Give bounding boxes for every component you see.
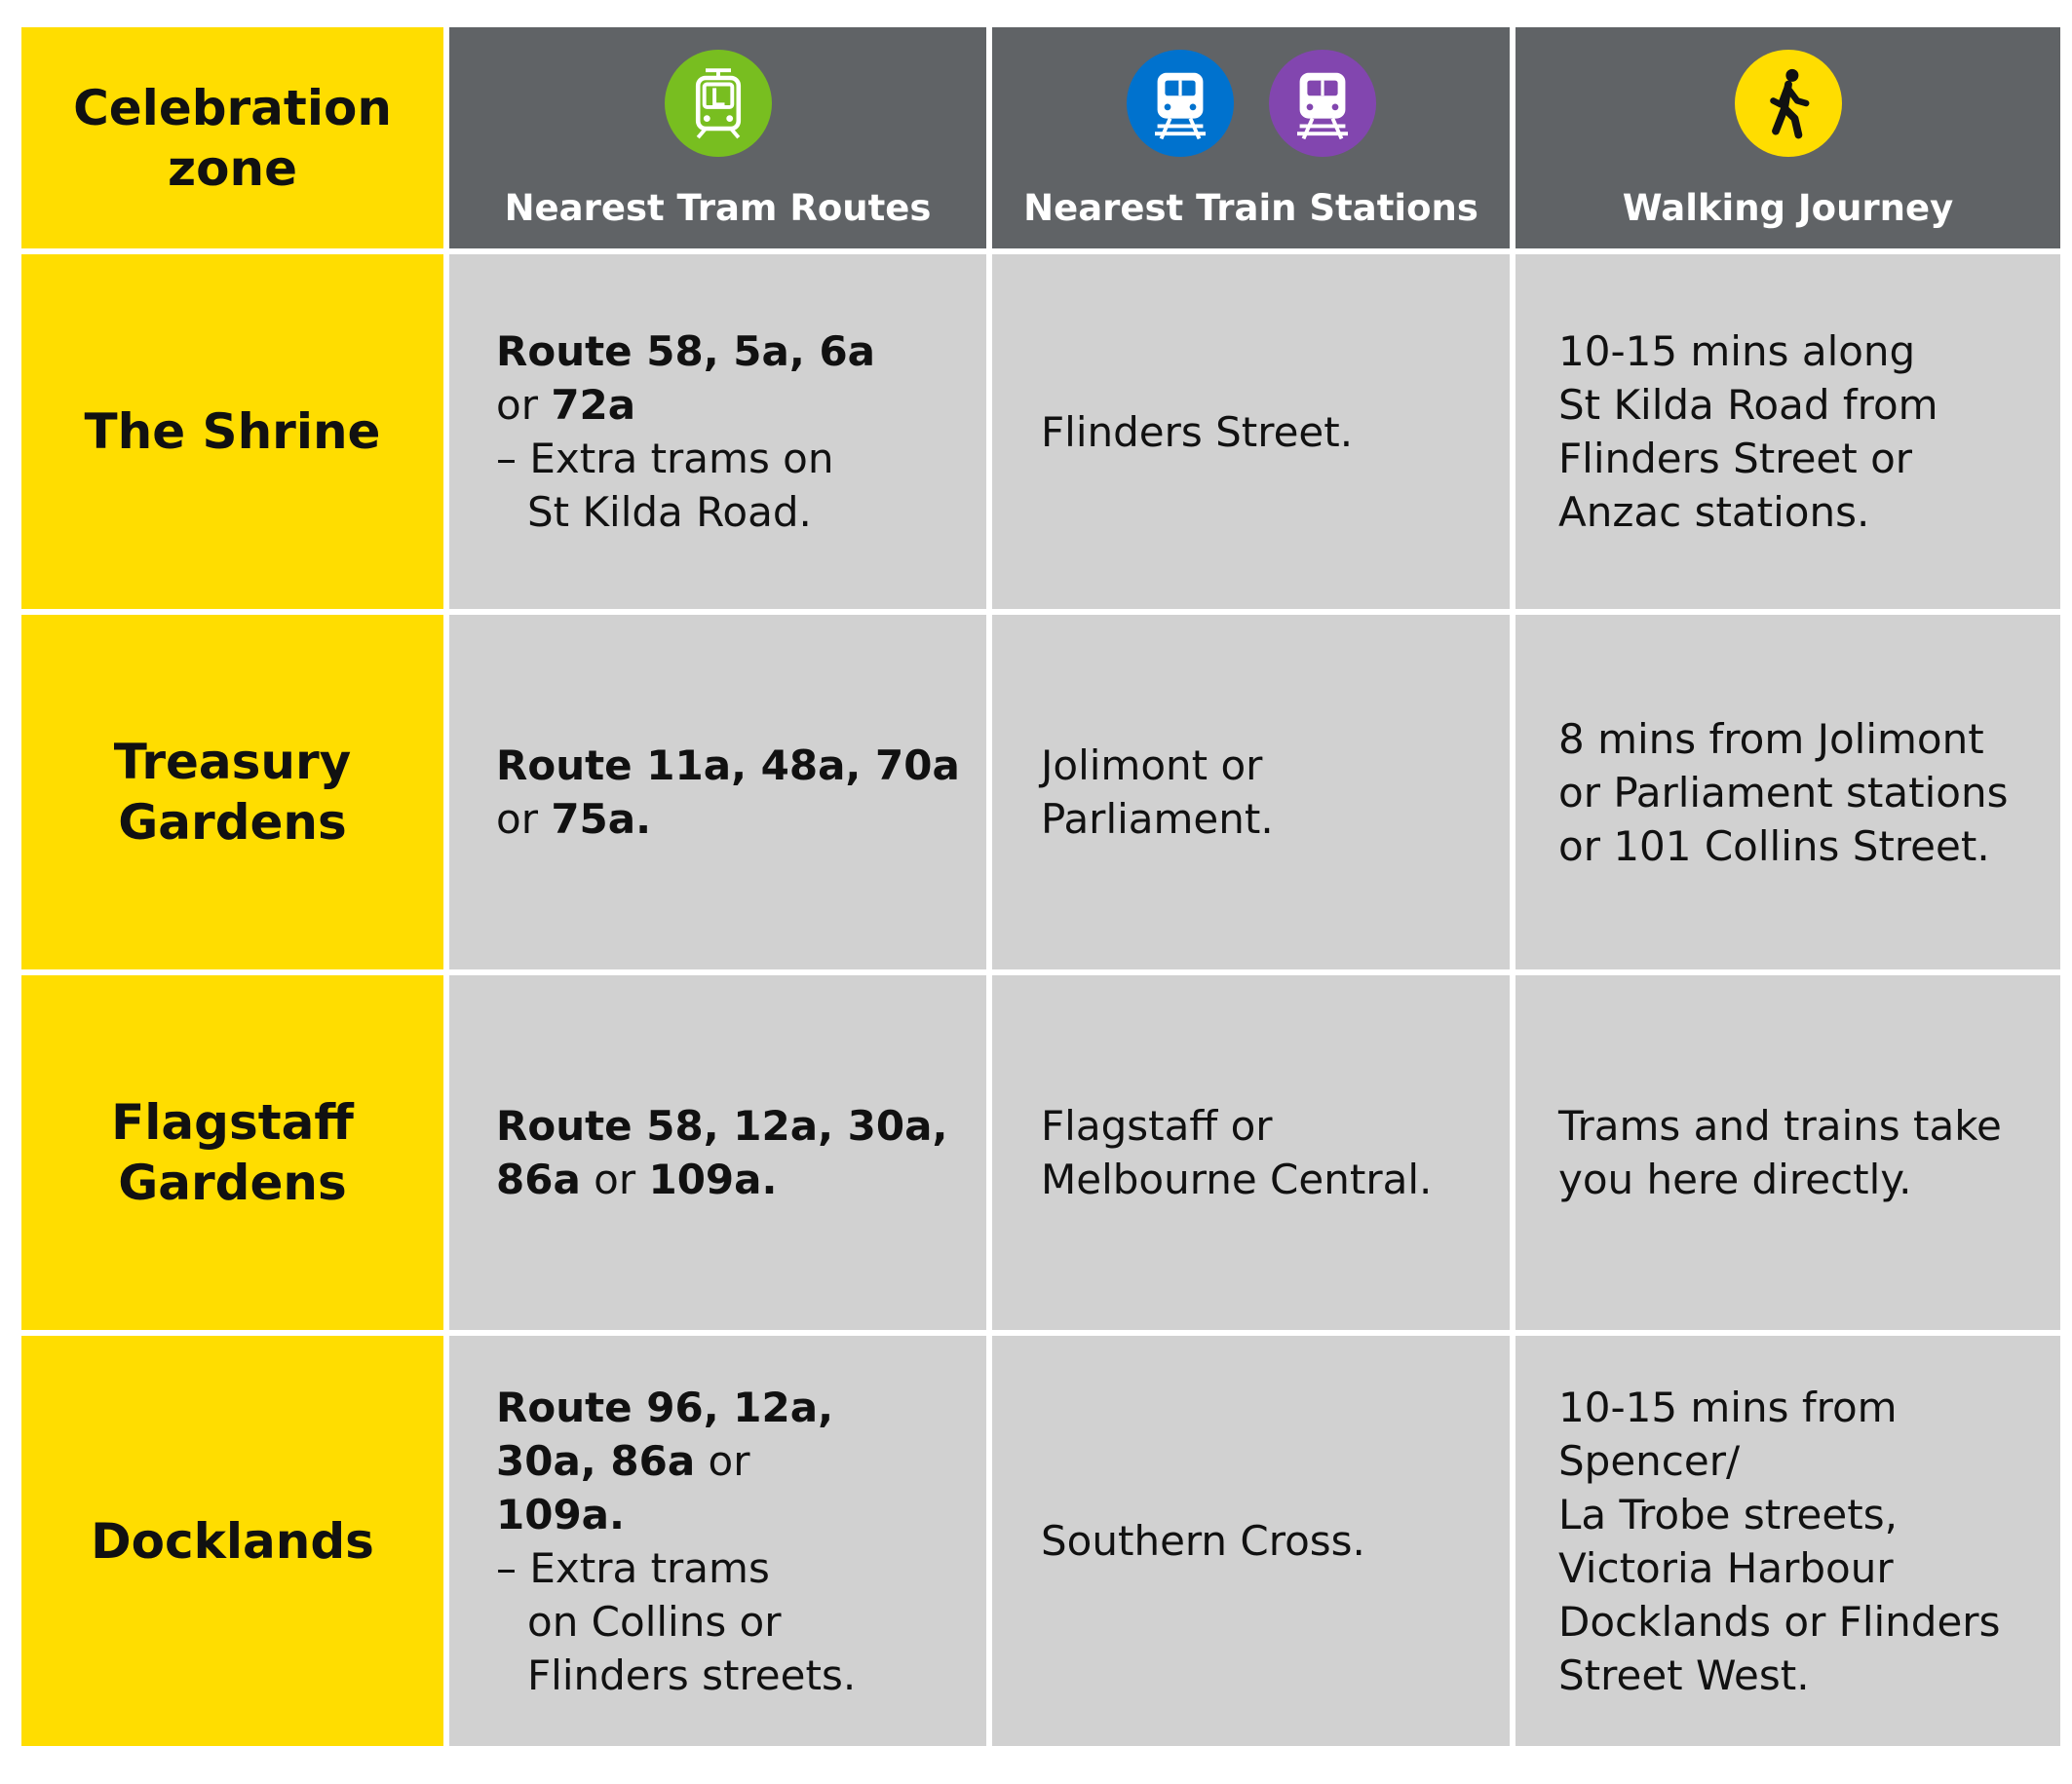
- walking-journey-cell: [1516, 975, 2060, 1330]
- zone-heading-line: Celebration: [73, 79, 392, 136]
- header-train-cell: [992, 27, 1510, 248]
- walk-line: Flinders Street or: [1558, 435, 1913, 482]
- walk-line: Trams and trains take: [1558, 1102, 2002, 1150]
- walking-person-icon: [1735, 50, 1842, 157]
- zone-cell: [21, 975, 443, 1330]
- tram-routes-cell: [449, 1336, 986, 1746]
- tram-line: Route 96, 12a,: [496, 1383, 834, 1431]
- zone-cell: [21, 1336, 443, 1746]
- walk-line: Street West.: [1558, 1651, 1810, 1699]
- tram-line: [496, 792, 986, 846]
- train-line: Melbourne Central.: [1041, 1156, 1433, 1203]
- zone-name: [111, 1092, 354, 1213]
- walk-line: 10-15 mins from: [1558, 1383, 1898, 1431]
- zone-name: [114, 732, 352, 853]
- train-line: Flinders Street.: [1041, 407, 1354, 456]
- walk-line: Anzac stations.: [1558, 488, 1870, 536]
- metro-train-icon: [1127, 50, 1234, 157]
- walk-line: you here directly.: [1558, 1156, 1912, 1203]
- tram-text: 75a.: [551, 795, 652, 843]
- tram-line: – Extra trams on: [496, 435, 834, 482]
- transport-table: [21, 27, 2051, 1758]
- zone-cell: [21, 615, 443, 969]
- walking-journey-cell: [1516, 615, 2060, 969]
- tram-line: [496, 1434, 986, 1488]
- walk-line: St Kilda Road from: [1558, 381, 1938, 429]
- walk-line: Victoria Harbour: [1558, 1543, 1894, 1592]
- tram-text: or: [695, 1436, 750, 1485]
- tram-routes-cell: [449, 975, 986, 1330]
- tram-text: 30a, 86a: [496, 1436, 696, 1485]
- walk-column-heading: Walking Journey: [1622, 187, 1954, 229]
- tram-text: 72a: [551, 381, 636, 429]
- tram-line: [496, 378, 986, 432]
- zone-name: The Shrine: [84, 403, 381, 460]
- tram-line: Route 58, 5a, 6a: [496, 327, 876, 375]
- train-line: Flagstaff or: [1041, 1102, 1273, 1150]
- tram-text: or: [496, 795, 552, 843]
- tram-line: Route 11a, 48a, 70a: [496, 741, 960, 789]
- train-stations-cell: [992, 254, 1510, 609]
- walk-line: La Trobe streets,: [1558, 1490, 1898, 1538]
- train-stations-cell: [992, 1336, 1510, 1746]
- zone-cell: [21, 254, 443, 609]
- tram-line: Flinders streets.: [527, 1651, 857, 1699]
- walk-line: or Parliament stations: [1558, 768, 2009, 816]
- tram-line: St Kilda Road.: [527, 488, 812, 536]
- zone-name: Docklands: [91, 1512, 374, 1570]
- walking-journey-cell: [1516, 254, 2060, 609]
- tram-text: or: [496, 381, 552, 429]
- tram-line: 109a.: [496, 1490, 625, 1538]
- tram-text: 109a.: [648, 1156, 778, 1203]
- header-walk-cell: [1516, 27, 2060, 248]
- train-stations-cell: [992, 975, 1510, 1330]
- tram-text: 86a: [496, 1156, 581, 1203]
- tram-line: on Collins or: [527, 1597, 782, 1646]
- tram-column-heading: Nearest Tram Routes: [504, 187, 932, 229]
- zone-heading-line: zone: [168, 139, 297, 197]
- tram-routes-cell: [449, 615, 986, 969]
- walk-line: 10-15 mins along: [1558, 327, 1916, 375]
- walk-line: Docklands or Flinders: [1558, 1597, 2001, 1646]
- zone-name-line: Gardens: [118, 1155, 347, 1211]
- tram-line: [496, 1153, 986, 1206]
- tram-icon: [665, 50, 772, 157]
- train-line: Southern Cross.: [1041, 1517, 1365, 1565]
- train-line: Parliament.: [1041, 795, 1274, 843]
- tram-line: – Extra trams: [496, 1543, 770, 1592]
- zone-name-line: Flagstaff: [111, 1094, 354, 1151]
- header-zone-cell: [21, 27, 443, 248]
- walking-journey-cell: [1516, 1336, 2060, 1746]
- zone-name-line: Gardens: [118, 794, 347, 851]
- zone-column-heading: [73, 78, 392, 199]
- vline-train-icon: [1269, 50, 1376, 157]
- tram-routes-cell: [449, 254, 986, 609]
- walk-line: 8 mins from Jolimont: [1558, 714, 1984, 763]
- walk-line: Spencer/: [1558, 1436, 1741, 1485]
- train-line: Jolimont or: [1041, 741, 1263, 789]
- walk-line: or 101 Collins Street.: [1558, 821, 1990, 870]
- train-stations-cell: [992, 615, 1510, 969]
- header-tram-cell: [449, 27, 986, 248]
- tram-line: Route 58, 12a, 30a,: [496, 1102, 948, 1150]
- zone-name-line: Treasury: [113, 734, 352, 790]
- train-column-heading: Nearest Train Stations: [1023, 187, 1478, 229]
- tram-text: or: [580, 1156, 649, 1203]
